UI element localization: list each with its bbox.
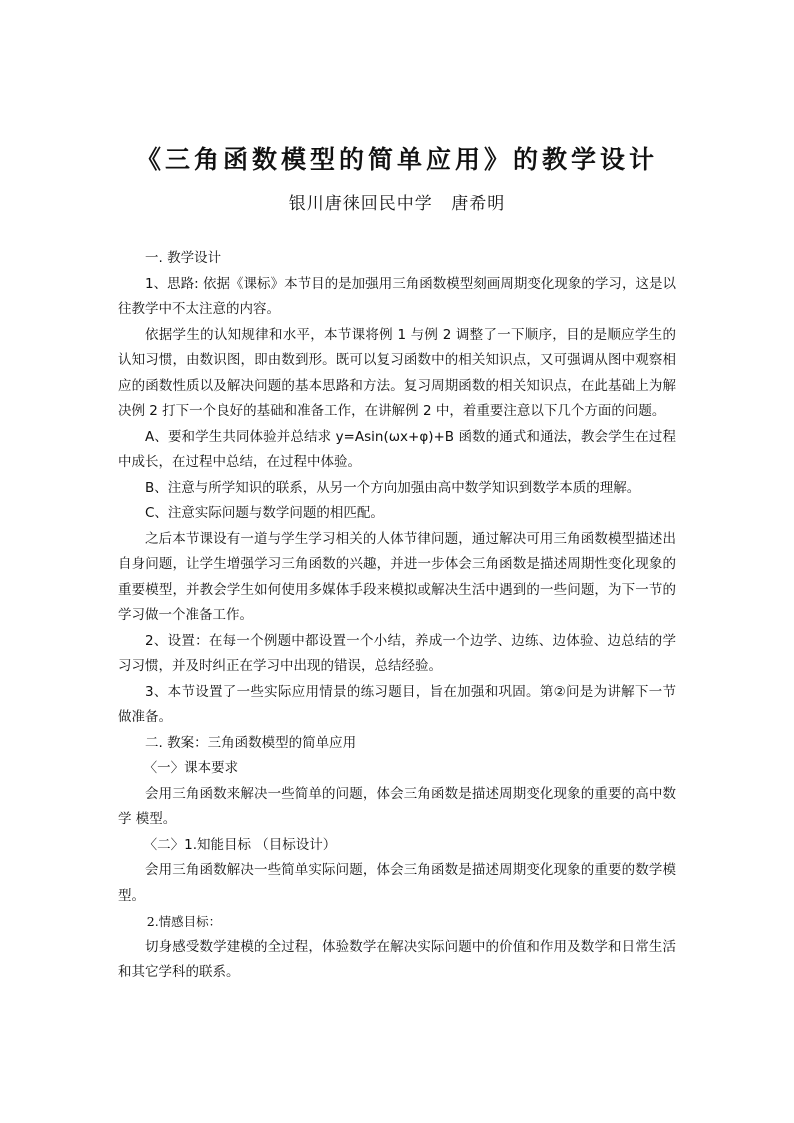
author-name: 唐希明 (451, 194, 506, 214)
paragraph: 依据学生的认知规律和水平，本节课将例 1 与例 2 调整了一下顺序，目的是顺应学生的认知习惯，由数识图，即由数到形。既可以复习函数中的相关知识点，又可强调从图中观察相应的函数性质以及解决问题的基本思路和方法。复习周期函数的相关知识点，在此基础上为解决例 2 打下一个良好的基础和准备工作，在讲解例 2 中，着重要注意以下几个方面的问题。 (118, 326, 676, 419)
paragraph: 切身感受数学建模的全过程，体验数学在解决实际问题中的价值和作用及数学和日常生活和其它学科的联系。 (118, 938, 676, 980)
author-line (0, 189, 794, 214)
paragraph: 1、思路: 依据《课标》本节目的是加强用三角函数模型刻画周期变化现象的学习，这是以往教学中不太注意的内容。 (118, 275, 676, 317)
paragraph: B、注意与所学知识的联系，从另一个方向加强由高中数学知识到数学本质的理解。 (145, 479, 641, 496)
school-name: 银川唐徕回民中学 (288, 194, 433, 214)
paragraph: C、注意实际问题与数学问题的相匹配。 (145, 505, 384, 521)
paragraph: 3、本节设置了一些实际应用情景的练习题目，旨在加强和巩固。第②问是为讲解下一节做准备。 (118, 683, 676, 725)
paragraph: 2、设置：在每一个例题中都设置一个小结，养成一个边学、边练、边体验、边总结的学习习惯，并及时纠正在学习中出现的错误，总结经验。 (118, 632, 676, 674)
subsection-heading: 〈二〉1.知能目标 （目标设计） (143, 836, 337, 853)
paragraph: 会用三角函数解决一些简单实际问题，体会三角函数是描述周期变化现象的重要的数学模型。 (118, 862, 676, 904)
document-body (118, 246, 676, 986)
subsection-heading: 〈一〉课本要求 (143, 760, 239, 776)
subsection-heading: 2.情感目标： (146, 914, 222, 929)
document-title: 《三角函数模型的简单应用》的教学设计 (135, 145, 658, 174)
paragraph: 会用三角函数来解决一些简单的问题，体会三角函数是描述周期变化现象的重要的高中数学 模型。 (118, 785, 676, 827)
paragraph: A、要和学生共同体验并总结求 y=Asin(ωx+φ)+B 函数的通式和通法，教会学生在过程中成长，在过程中总结，在过程中体验。 (118, 428, 676, 470)
section-heading-design: 一. 教学设计 (145, 250, 222, 266)
section-heading-lesson-plan: 二. 教案：三角函数模型的简单应用 (145, 734, 357, 751)
paragraph: 之后本节课设有一道与学生学习相关的人体节律问题，通过解决可用三角函数模型描述出自身问题，让学生增强学习三角函数的兴趣，并进一步体会三角函数是描述周期性变化现象的重要模型，并教会学生如何使用多媒体手段来模拟或解决生活中遇到的一些问题，为下一节的学习做一个准备工作。 (118, 530, 676, 623)
